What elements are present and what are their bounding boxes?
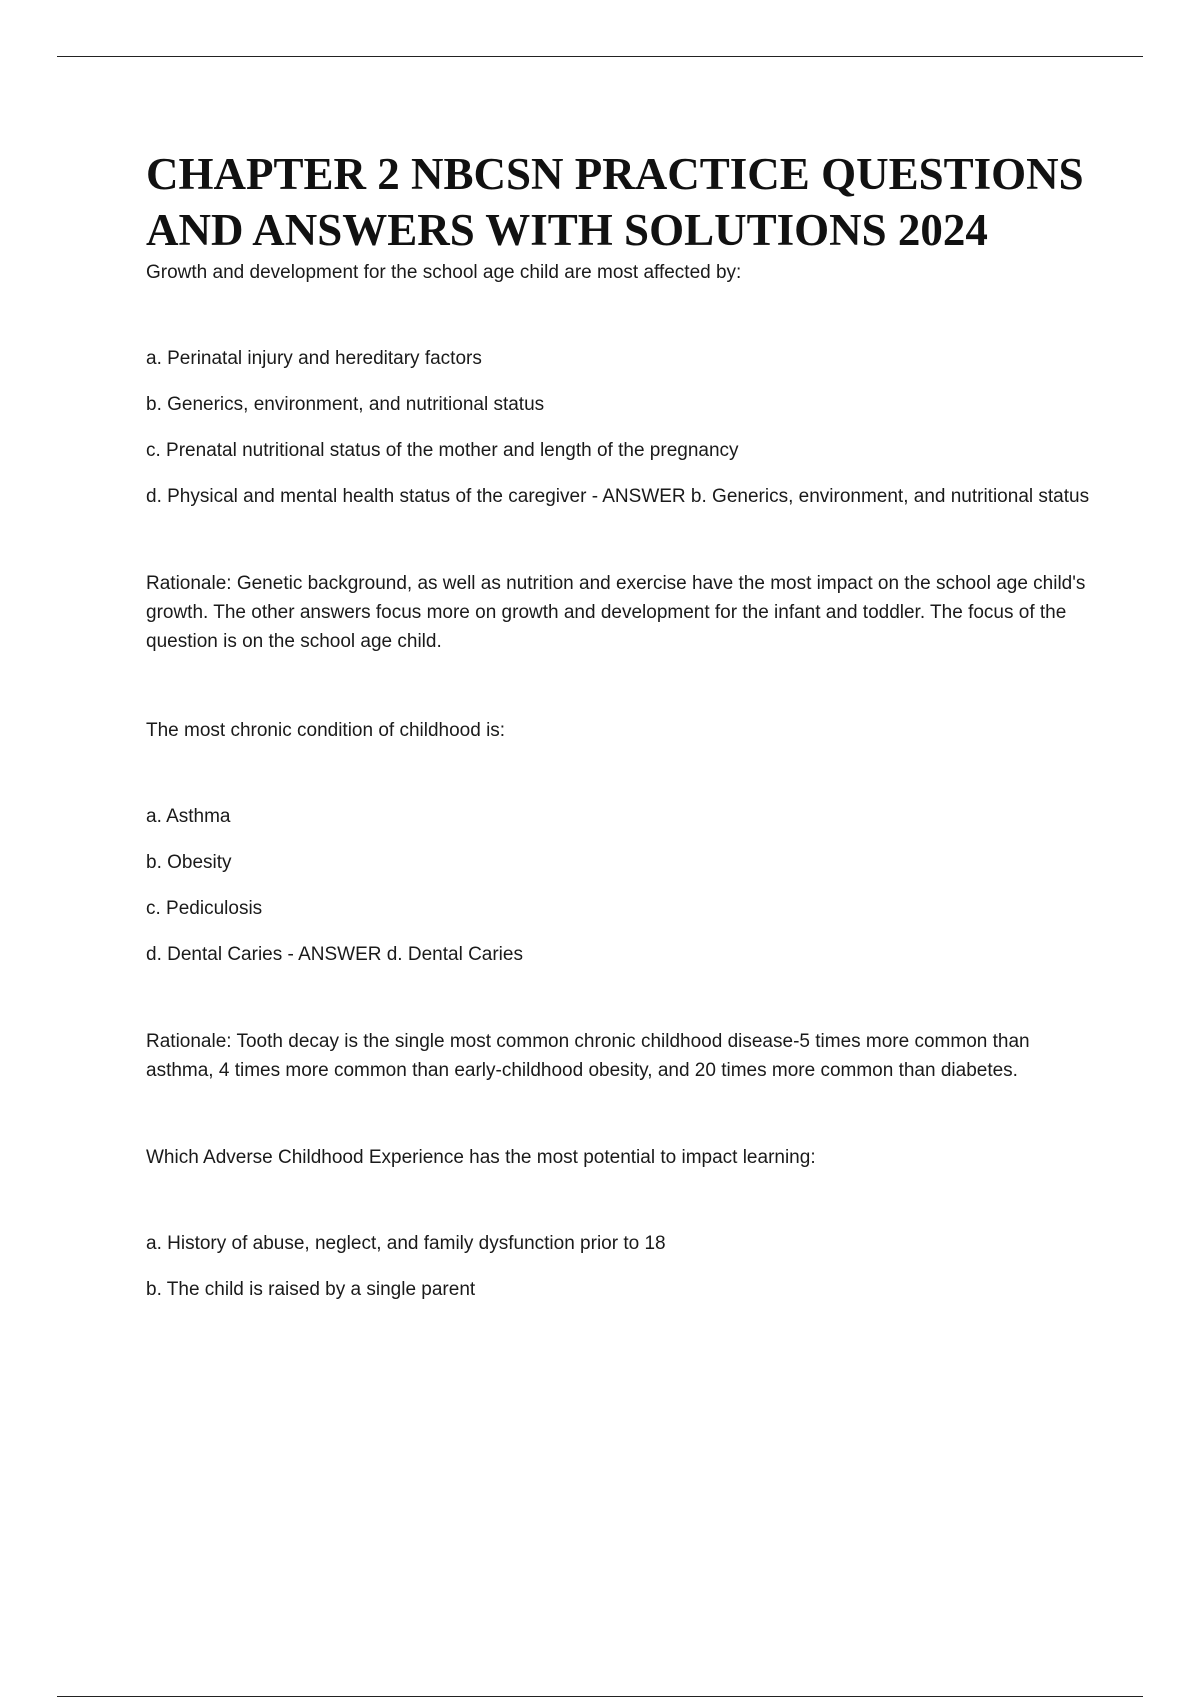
answer-option: b. Obesity — [146, 852, 232, 873]
answer-option: a. Asthma — [146, 806, 231, 827]
answer-option: d. Physical and mental health status of the caregiver - ANSWER b. Generics, environment, and nutritional status — [146, 486, 1090, 507]
question-prompt: Growth and development for the school age child are most affected by: — [146, 262, 742, 283]
question-block-2 — [146, 716, 1096, 1085]
top-rule — [57, 56, 1143, 57]
document-body — [146, 146, 1096, 1304]
answer-options — [146, 1229, 1096, 1304]
answer-options — [146, 344, 1096, 511]
answer-option: b. Generics, environment, and nutritional status — [146, 394, 545, 415]
question-prompt: The most chronic condition of childhood is: — [146, 720, 506, 741]
document-title: CHAPTER 2 NBCSN PRACTICE QUESTIONS AND ANSWERS WITH SOLUTIONS 2024 — [146, 149, 1084, 255]
answer-option: b. The child is raised by a single parent — [146, 1279, 476, 1300]
answer-option: a. Perinatal injury and hereditary factors — [146, 348, 482, 369]
question-block-1 — [146, 258, 1096, 656]
answer-option: a. History of abuse, neglect, and family dysfunction prior to 18 — [146, 1233, 666, 1254]
bottom-rule — [57, 1696, 1143, 1697]
rationale-text: Rationale: Genetic background, as well as nutrition and exercise have the most impact on the school age child's growth. The other answers focus more on growth and development for the infant and toddler. The focus of the question is on the school age child. — [146, 573, 1086, 652]
answer-option: c. Pediculosis — [146, 898, 263, 919]
question-block-3 — [146, 1143, 1096, 1304]
question-prompt: Which Adverse Childhood Experience has the most potential to impact learning: — [146, 1147, 816, 1168]
answer-option: d. Dental Caries - ANSWER d. Dental Caries — [146, 944, 523, 965]
answer-options — [146, 802, 1096, 969]
answer-option: c. Prenatal nutritional status of the mother and length of the pregnancy — [146, 440, 739, 461]
rationale-text: Rationale: Tooth decay is the single most common chronic childhood disease-5 times more common than asthma, 4 times more common than early-childhood obesity, and 20 times more common than diabetes. — [146, 1031, 1030, 1081]
